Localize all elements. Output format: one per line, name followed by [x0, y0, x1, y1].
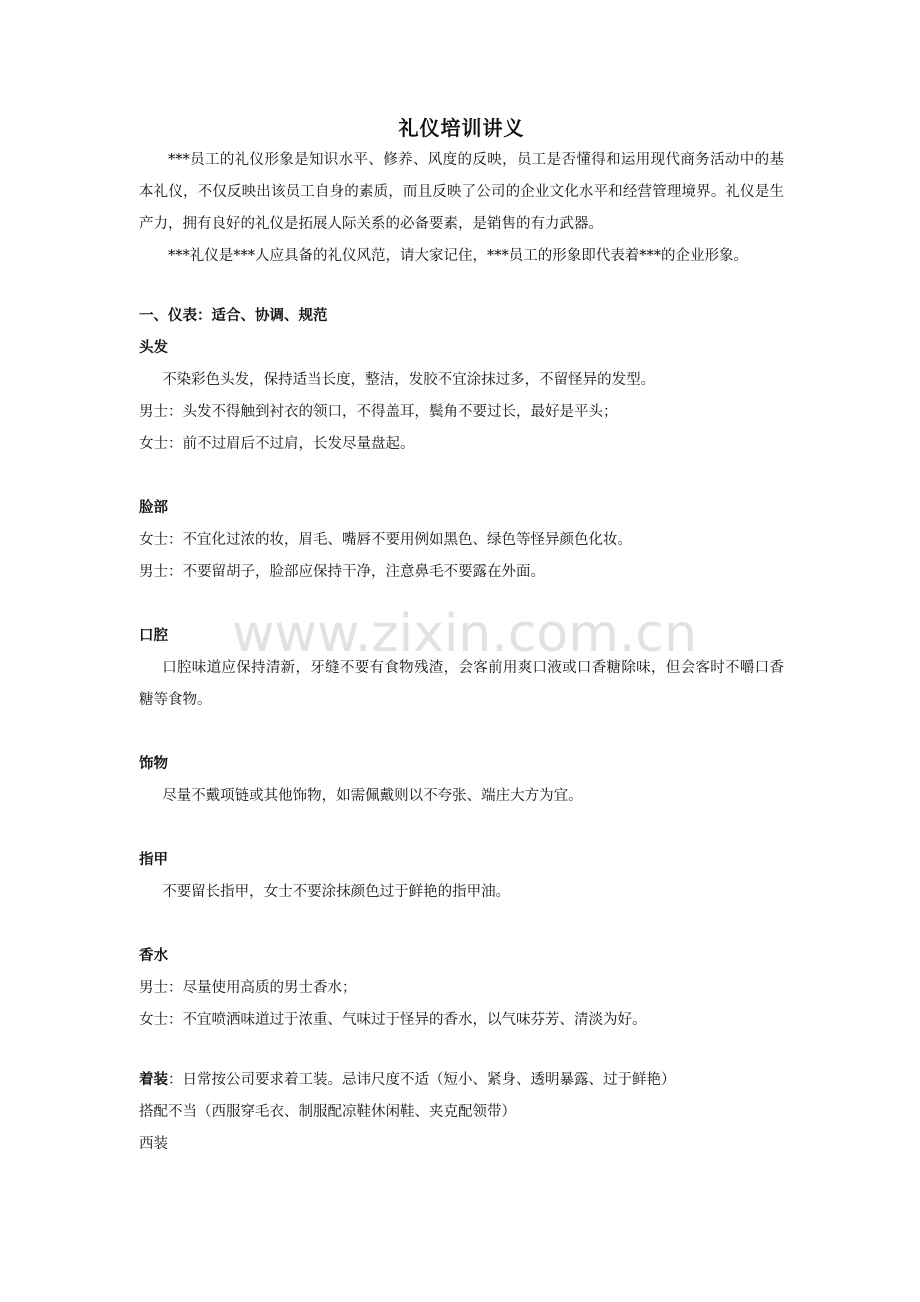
perfume-men: 男士：尽量使用高质的男士香水； [139, 980, 357, 996]
subheading-jewelry: 饰物 [139, 756, 168, 772]
perfume-women: 女士：不宜喷洒味道过于浓重、气味过于怪异的香水，以气味芬芳、清淡为好。 [139, 1012, 647, 1028]
spacer [139, 812, 784, 844]
face-men: 男士：不要留胡子，脸部应保持干净，注意鼻毛不要露在外面。 [139, 564, 545, 580]
nails-text: 不要留长指甲，女士不要涂抹颜色过于鲜艳的指甲油。 [162, 884, 511, 900]
subheading-face: 脸部 [139, 500, 168, 516]
dress-line-1 [139, 1064, 784, 1096]
hair-general: 不染彩色头发，保持适当长度，整洁，发胶不宜涂抹过多，不留怪异的发型。 [162, 372, 656, 388]
document-title: 礼仪培训讲义 [398, 116, 525, 140]
document-page [139, 112, 784, 1160]
spacer [139, 716, 784, 748]
dress-label: 着装 [139, 1072, 168, 1088]
dress-text: ：日常按公司要求着工装。忌讳尺度不适（短小、紧身、透明暴露、过于鲜艳） [168, 1072, 676, 1088]
intro-paragraph-2: ***礼仪是***人应具备的礼仪风范，请大家记住，***员工的形象即代表着***的企业形象。 [168, 248, 748, 264]
dress-line-2: 搭配不当（西服穿毛衣、制服配凉鞋休闲鞋、夹克配领带） [139, 1104, 516, 1120]
subheading-perfume: 香水 [139, 948, 168, 964]
subheading-mouth: 口腔 [139, 628, 168, 644]
face-women: 女士：不宜化过浓的妆，眉毛、嘴唇不要用例如黑色、绿色等怪异颜色化妆。 [139, 532, 632, 548]
mouth-text: 口腔味道应保持清新，牙缝不要有食物残渣，会客前用爽口液或口香糖除味，但会客时不嚼口香糖等食物。 [139, 660, 784, 708]
dress-line-3: 西装 [139, 1136, 168, 1152]
jewelry-text: 尽量不戴项链或其他饰物，如需佩戴则以不夸张、端庄大方为宜。 [162, 788, 583, 804]
subheading-hair: 头发 [139, 340, 168, 356]
spacer [139, 1036, 784, 1064]
spacer [139, 588, 784, 620]
watermark: www.zixin.com.cn [232, 604, 697, 664]
hair-men: 男士：头发不得触到衬衣的领口，不得盖耳，鬓角不要过长，最好是平头； [139, 404, 618, 420]
spacer [139, 460, 784, 492]
spacer [139, 908, 784, 940]
subheading-nails: 指甲 [139, 852, 168, 868]
section-heading-appearance: 一、仪表：适合、协调、规范 [139, 308, 328, 324]
hair-women: 女士：前不过眉后不过肩，长发尽量盘起。 [139, 436, 415, 452]
spacer [139, 272, 784, 300]
intro-paragraph-1: ***员工的礼仪形象是知识水平、修养、风度的反映，员工是否懂得和运用现代商务活动中的基本礼仪，不仅反映出该员工自身的素质，而且反映了公司的企业文化水平和经营管理境界。礼仪是生产力，拥有良好的礼仪是拓展人际关系的必备要素，是销售的有力武器。 [139, 152, 784, 232]
